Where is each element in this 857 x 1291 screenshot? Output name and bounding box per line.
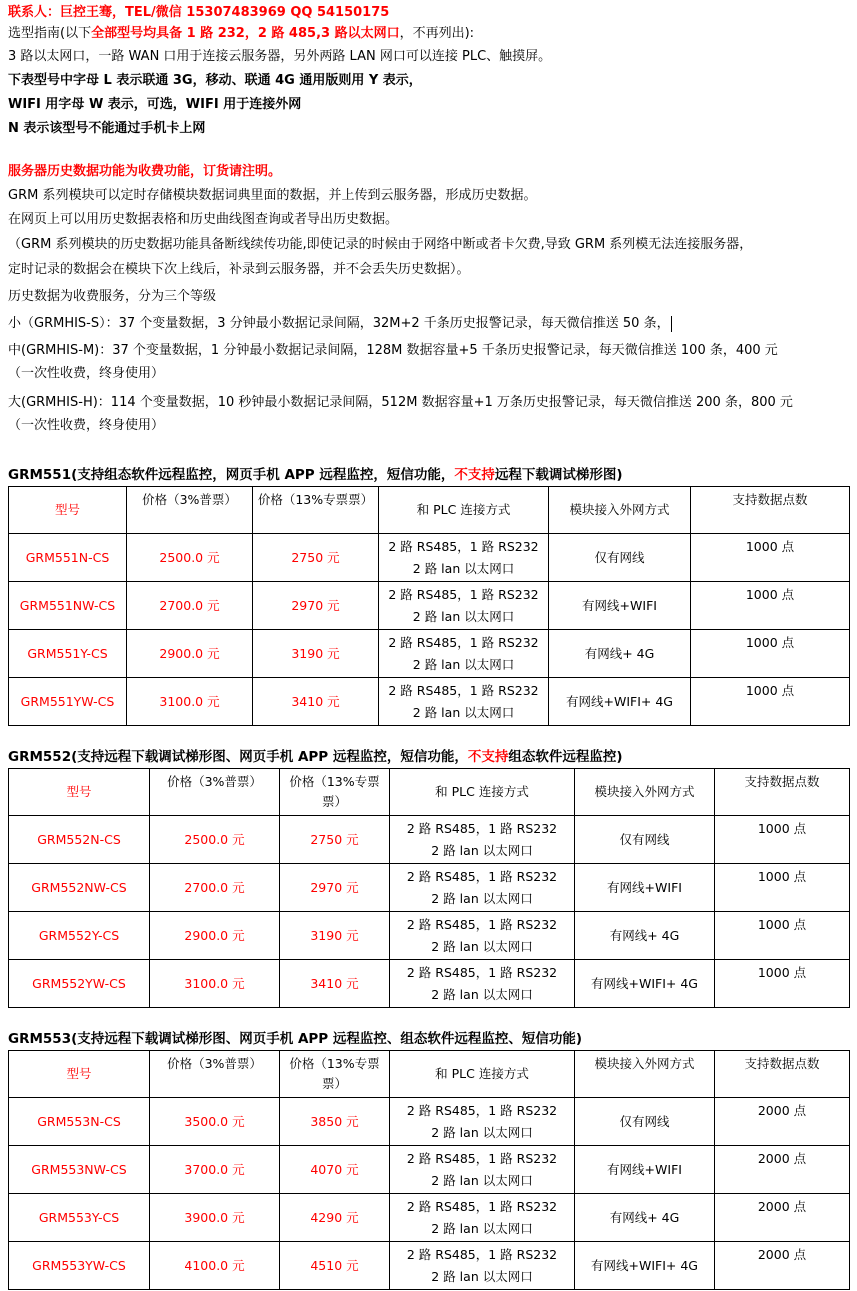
points-cell: 1000 点 [691, 534, 850, 582]
points-cell: 1000 点 [715, 912, 850, 960]
model-cell: GRM552Y-CS [9, 912, 150, 960]
model-cell: GRM553Y-CS [9, 1194, 150, 1242]
grm553-title: GRM553(支持远程下载调试梯形图、网页手机 APP 远程监控、组态软件远程监控、短信功能) [8, 1031, 583, 1047]
net-cell: 有网线+WIFI+ 4G [575, 1242, 715, 1290]
conn-cell: 2 路 RS485，1 路 RS232 2 路 lan 以太网口 [379, 582, 549, 630]
price13-cell: 4070 元 [280, 1146, 390, 1194]
price3-cell: 3500.0 元 [150, 1098, 280, 1146]
grm551-title-a: GRM551(支持组态软件远程监控，网页手机 APP 远程监控，短信功能， [8, 467, 455, 483]
price3-cell: 2700.0 元 [127, 582, 253, 630]
grm552-title-b: 组态软件远程监控) [508, 749, 623, 765]
conn-cell: 2 路 RS485，1 路 RS232 2 路 lan 以太网口 [390, 1146, 575, 1194]
history-p3a: （GRM 系列模块的历史数据功能具备断线续传功能,即使记录的时候由于网络中断或者卡欠费,导致 GRM 系列模无法连接服务器， [8, 237, 753, 252]
table-row [9, 864, 850, 912]
price3-cell: 2500.0 元 [150, 816, 280, 864]
points-cell: 2000 点 [715, 1146, 850, 1194]
model-cell: GRM553N-CS [9, 1098, 150, 1146]
history-title: 服务器历史数据功能为收费功能，订货请注明。 [8, 164, 282, 179]
col-price-3: 价格（3%普票） [127, 487, 253, 534]
price13-cell: 3190 元 [280, 912, 390, 960]
history-large-note: （一次性收费，终身使用） [8, 418, 165, 433]
table-row [9, 678, 850, 726]
grm551-title [8, 466, 623, 484]
conn-cell: 2 路 RS485，1 路 RS232 2 路 lan 以太网口 [390, 1242, 575, 1290]
points-cell: 1000 点 [691, 630, 850, 678]
price3-cell: 3100.0 元 [150, 960, 280, 1008]
grm552-title-a: GRM552(支持远程下载调试梯形图、网页手机 APP 远程监控，短信功能， [8, 749, 468, 765]
col-network: 模块接入外网方式 [549, 487, 691, 534]
table-row [9, 1098, 850, 1146]
col-plc-conn: 和 PLC 连接方式 [390, 1051, 575, 1098]
conn-cell: 2 路 RS485，1 路 RS232 2 路 lan 以太网口 [390, 1098, 575, 1146]
table-row [9, 912, 850, 960]
text-cursor [671, 316, 672, 332]
net-cell: 有网线+WIFI [575, 1146, 715, 1194]
conn-cell: 2 路 RS485，1 路 RS232 2 路 lan 以太网口 [379, 630, 549, 678]
price13-cell: 3410 元 [253, 678, 379, 726]
price13-cell: 4510 元 [280, 1242, 390, 1290]
col-price-3: 价格（3%普票） [150, 769, 280, 816]
conn-cell: 2 路 RS485，1 路 RS232 2 路 lan 以太网口 [390, 912, 575, 960]
conn-cell: 2 路 RS485，1 路 RS232 2 路 lan 以太网口 [390, 1194, 575, 1242]
points-cell: 1000 点 [691, 678, 850, 726]
history-large: 大(GRMHIS-H)：114 个变量数据，10 秒钟最小数据记录间隔，512M 数据容量+1 万条历史报警记录，每天微信推送 200 条，800 元 [8, 395, 793, 410]
grm552-table [8, 768, 850, 1008]
history-p4: 历史数据为收费服务，分为三个等级 [8, 289, 217, 304]
grm551-title-b: 远程下载调试梯形图) [494, 467, 623, 483]
price13-cell: 3410 元 [280, 960, 390, 1008]
points-cell: 2000 点 [715, 1194, 850, 1242]
points-cell: 1000 点 [715, 960, 850, 1008]
price13-cell: 2970 元 [253, 582, 379, 630]
model-cell: GRM552NW-CS [9, 864, 150, 912]
col-model: 型号 [9, 1051, 150, 1098]
note-n: N 表示该型号不能通过手机卡上网 [8, 121, 206, 136]
price13-cell: 2750 元 [253, 534, 379, 582]
history-small-text: 小（GRMHIS-S）：37 个变量数据，3 分钟最小数据记录间隔，32M+2 千条历史报警记录，每天微信推送 50 条， [8, 316, 670, 331]
col-model: 型号 [9, 769, 150, 816]
net-cell: 仅有网线 [575, 1098, 715, 1146]
net-cell: 仅有网线 [549, 534, 691, 582]
price13-cell: 3850 元 [280, 1098, 390, 1146]
conn-cell: 2 路 RS485，1 路 RS232 2 路 lan 以太网口 [390, 864, 575, 912]
guide-line [8, 25, 474, 43]
net-cell: 有网线+WIFI+ 4G [575, 960, 715, 1008]
table-row [9, 1242, 850, 1290]
guide-highlight: 全部型号均具备 1 路 232，2 路 485,3 路以太网口 [91, 26, 400, 41]
net-cell: 有网线+ 4G [549, 630, 691, 678]
history-medium-note: （一次性收费，终身使用） [8, 366, 165, 381]
price13-cell: 4290 元 [280, 1194, 390, 1242]
model-cell: GRM552N-CS [9, 816, 150, 864]
history-p1: GRM 系列模块可以定时存储模块数据词典里面的数据，并上传到云服务器，形成历史数据。 [8, 188, 537, 203]
net-cell: 有网线+WIFI+ 4G [549, 678, 691, 726]
col-plc-conn: 和 PLC 连接方式 [390, 769, 575, 816]
net-cell: 有网线+ 4G [575, 912, 715, 960]
guide-suffix: ，不再列出): [399, 26, 475, 41]
price3-cell: 2900.0 元 [127, 630, 253, 678]
col-points: 支持数据点数 [715, 769, 850, 816]
net-cell: 有网线+WIFI [549, 582, 691, 630]
col-network: 模块接入外网方式 [575, 1051, 715, 1098]
grm551-title-red: 不支持 [454, 467, 495, 483]
net-cell: 有网线+ 4G [575, 1194, 715, 1242]
table-header-row [9, 487, 850, 534]
history-medium: 中(GRMHIS-M)：37 个变量数据，1 分钟最小数据记录间隔，128M 数据容量+5 千条历史报警记录，每天微信推送 100 条，400 元 [8, 343, 778, 358]
history-p3b: 定时记录的数据会在模块下次上线后，补录到云服务器，并不会丢失历史数据）。 [8, 262, 470, 277]
points-cell: 2000 点 [715, 1098, 850, 1146]
table-header-row [9, 769, 850, 816]
col-plc-conn: 和 PLC 连接方式 [379, 487, 549, 534]
net-cell: 有网线+WIFI [575, 864, 715, 912]
model-cell: GRM551Y-CS [9, 630, 127, 678]
col-price-13: 价格（13%专票票） [253, 487, 379, 534]
table-row [9, 582, 850, 630]
col-price-3: 价格（3%普票） [150, 1051, 280, 1098]
conn-cell: 2 路 RS485，1 路 RS232 2 路 lan 以太网口 [379, 678, 549, 726]
col-network: 模块接入外网方式 [575, 769, 715, 816]
ports-line: 3 路以太网口，一路 WAN 口用于连接云服务器，另外两路 LAN 网口可以连接 PLC、触摸屏。 [8, 49, 552, 64]
price13-cell: 2750 元 [280, 816, 390, 864]
conn-cell: 2 路 RS485，1 路 RS232 2 路 lan 以太网口 [379, 534, 549, 582]
model-cell: GRM552YW-CS [9, 960, 150, 1008]
model-cell: GRM553NW-CS [9, 1146, 150, 1194]
points-cell: 1000 点 [715, 864, 850, 912]
conn-cell: 2 路 RS485，1 路 RS232 2 路 lan 以太网口 [390, 816, 575, 864]
price3-cell: 2500.0 元 [127, 534, 253, 582]
points-cell: 1000 点 [691, 582, 850, 630]
col-model: 型号 [9, 487, 127, 534]
points-cell: 2000 点 [715, 1242, 850, 1290]
model-cell: GRM551N-CS [9, 534, 127, 582]
grm553-table [8, 1050, 850, 1290]
price13-cell: 2970 元 [280, 864, 390, 912]
model-cell: GRM551NW-CS [9, 582, 127, 630]
grm551-table [8, 486, 850, 726]
table-row [9, 534, 850, 582]
model-cell: GRM551YW-CS [9, 678, 127, 726]
price3-cell: 4100.0 元 [150, 1242, 280, 1290]
table-row [9, 1146, 850, 1194]
history-p2: 在网页上可以用历史数据表格和历史曲线图查询或者导出历史数据。 [8, 212, 399, 227]
col-price-13: 价格（13%专票票） [280, 1051, 390, 1098]
model-cell: GRM553YW-CS [9, 1242, 150, 1290]
col-price-13: 价格（13%专票票） [280, 769, 390, 816]
table-row [9, 630, 850, 678]
grm552-title [8, 748, 623, 766]
price3-cell: 2900.0 元 [150, 912, 280, 960]
price13-cell: 3190 元 [253, 630, 379, 678]
col-points: 支持数据点数 [691, 487, 850, 534]
price3-cell: 2700.0 元 [150, 864, 280, 912]
net-cell: 仅有网线 [575, 816, 715, 864]
price3-cell: 3100.0 元 [127, 678, 253, 726]
price3-cell: 3900.0 元 [150, 1194, 280, 1242]
history-small [8, 315, 672, 333]
guide-prefix: 选型指南(以下 [8, 26, 92, 41]
note-l-y: 下表型号中字母 L 表示联通 3G，移动、联通 4G 通用版则用 Y 表示， [8, 73, 422, 88]
note-w: WIFI 用字母 W 表示，可选，WIFI 用于连接外网 [8, 97, 302, 112]
conn-cell: 2 路 RS485，1 路 RS232 2 路 lan 以太网口 [390, 960, 575, 1008]
col-points: 支持数据点数 [715, 1051, 850, 1098]
table-header-row [9, 1051, 850, 1098]
table-row [9, 1194, 850, 1242]
grm552-title-red: 不支持 [467, 749, 509, 765]
table-row [9, 960, 850, 1008]
price3-cell: 3700.0 元 [150, 1146, 280, 1194]
points-cell: 1000 点 [715, 816, 850, 864]
contact-line: 联系人：巨控王骞，TEL/微信 15307483969 QQ 54150175 [8, 5, 390, 20]
table-row [9, 816, 850, 864]
